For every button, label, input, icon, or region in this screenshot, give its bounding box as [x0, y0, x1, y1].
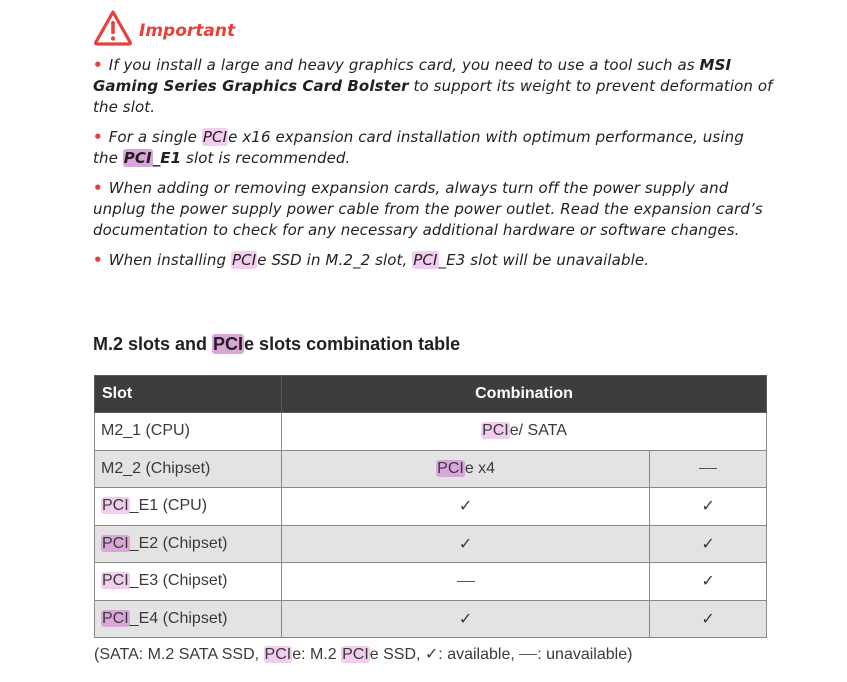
slot-cell: [95, 488, 282, 526]
bullet-dot: •: [93, 56, 103, 74]
search-highlight: PCI: [232, 251, 257, 269]
slot-cell: [95, 600, 282, 638]
notice-item: [93, 250, 773, 271]
table-row: [95, 563, 767, 601]
footnote-text: e SSD, ✓: available,: [369, 646, 520, 663]
unavailable-dash-icon: [457, 581, 475, 582]
footnote-text: : unavailable): [537, 646, 633, 663]
header-combination: Combination: [282, 376, 767, 413]
cell-text: _E1 (CPU): [129, 497, 208, 515]
combination-cell: ✓: [650, 525, 767, 563]
combination-cell: ✓: [282, 600, 650, 638]
search-highlight: PCI: [437, 459, 464, 477]
notice-item: [93, 178, 773, 241]
notice-list: [93, 55, 773, 280]
search-highlight: PCI: [482, 422, 509, 440]
combination-cell: [282, 450, 650, 488]
search-highlight: PCI: [264, 646, 292, 663]
combination-cell: ✓: [650, 600, 767, 638]
notice-item: [93, 127, 773, 169]
table-row: [95, 450, 767, 488]
search-highlight: PCI: [102, 497, 129, 515]
table-header-row: [95, 376, 767, 413]
search-highlight: PCI: [202, 128, 228, 146]
notice-text: e SSD in M.2_2 slot,: [257, 251, 413, 269]
search-highlight: PCI: [102, 572, 129, 590]
notice-text: _E3 slot will be unavailable.: [438, 251, 650, 269]
unavailable-dash-icon: [519, 654, 537, 655]
search-highlight: PCI: [123, 149, 152, 167]
bullet-dot: •: [93, 179, 103, 197]
slot-cell: [95, 563, 282, 601]
search-highlight: PCI: [102, 534, 129, 552]
combination-cell: ✓: [650, 563, 767, 601]
notice-item: [93, 55, 773, 118]
search-highlight: PCI: [413, 251, 438, 269]
cell-text: _E4 (Chipset): [129, 609, 228, 627]
footnote-text: (SATA: M.2 SATA SSD,: [94, 646, 264, 663]
slot-cell: M2_1 (CPU): [95, 413, 282, 451]
unavailable-dash-icon: [699, 468, 717, 469]
bullet-dot: •: [93, 251, 103, 269]
warning-triangle-icon: [93, 9, 133, 47]
search-highlight: PCI: [342, 646, 369, 663]
table-row: [95, 600, 767, 638]
notice-text: When adding or removing expansion cards, always turn off the power supply and unplug the power supply power cable from the power outlet. Read the expansion card’s documentation to check for any necessary additional hardware or software changes.: [93, 179, 763, 239]
slot-cell: M2_2 (Chipset): [95, 450, 282, 488]
bullet-dot: •: [93, 128, 103, 146]
notice-text: When installing: [108, 251, 231, 269]
combination-cell: ✓: [282, 525, 650, 563]
table-heading: [93, 334, 460, 355]
table-row: [95, 525, 767, 563]
combination-cell: ✓: [650, 488, 767, 526]
search-highlight: PCI: [102, 609, 129, 627]
notice-text: For a single: [108, 128, 202, 146]
table-row: [95, 488, 767, 526]
table-footnote: [94, 644, 632, 664]
combination-table: [94, 375, 767, 638]
notice-bold-text: _E1: [152, 149, 182, 167]
cell-text: e/ SATA: [509, 422, 567, 440]
notice-text: If you install a large and heavy graphics card, you need to use a tool such as: [108, 56, 700, 74]
combination-cell: [650, 450, 767, 488]
combination-cell: [282, 413, 767, 451]
cell-text: _E3 (Chipset): [129, 572, 228, 590]
header-slot: Slot: [95, 376, 282, 413]
notice-bold-text: MSI Gaming Series Graphics Card Bolster: [93, 56, 732, 95]
combination-cell: ✓: [282, 488, 650, 526]
important-title: Important: [139, 21, 236, 41]
notice-text: to support its weight to prevent deformation of the slot.: [93, 77, 773, 116]
footnote-text: e: M.2: [292, 646, 342, 663]
table-row: [95, 413, 767, 451]
notice-text: slot is recommended.: [181, 149, 351, 167]
cell-text: _E2 (Chipset): [129, 534, 228, 552]
notice-text: e x16 expansion card installation with optimum performance, using the: [93, 128, 744, 167]
cell-text: e x4: [464, 459, 496, 477]
search-highlight: PCI: [213, 334, 244, 354]
important-header: [93, 8, 235, 48]
slot-cell: [95, 525, 282, 563]
table-heading-text: e slots combination table: [244, 334, 461, 354]
table-heading-text: M.2 slots and: [93, 334, 213, 354]
combination-cell: [282, 563, 650, 601]
